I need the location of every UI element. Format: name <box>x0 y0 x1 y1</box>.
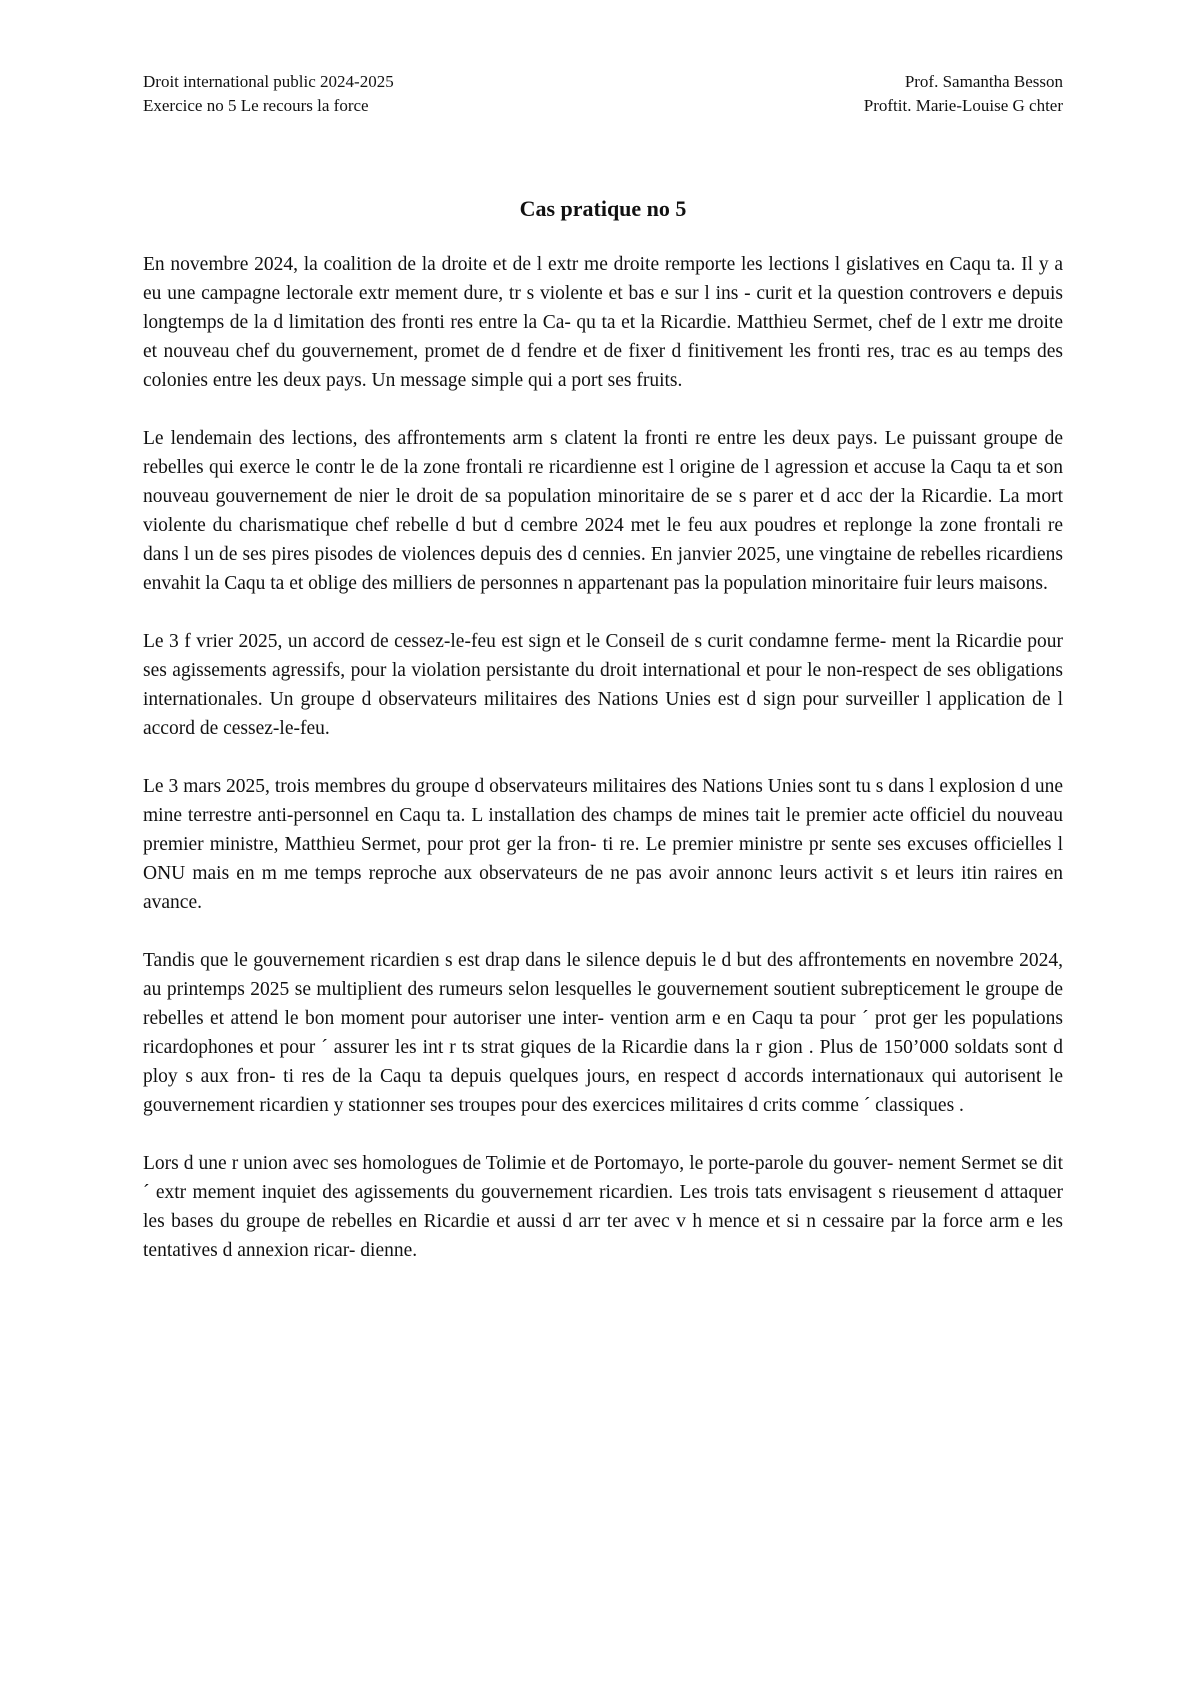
paragraph: Le 3 mars 2025, trois membres du groupe d observateurs militaires des Nations Unies sont tu s dans l explosion d une mine terrestre anti-personnel en Caqu ta. L installation des champs de mines tait le premier acte officiel du nouveau premier ministre, Matthieu Sermet, pour prot ger la fron- ti re. Le premier ministre pr sente ses excuses officielles l ONU mais en m me temps reproche aux observateurs de ne pas avoir annonc leurs activit s et leurs itin raires en avance. <box>143 776 1063 913</box>
assistant-name: Proftit. Marie-Louise G chter <box>863 96 1063 115</box>
instructor-info <box>864 70 1063 118</box>
paragraph: Lors d une r union avec ses homologues de Tolimie et de Portomayo, le porte-parole du gouver- nement Sermet se dit ´ extr mement inquiet des agissements du gouvernement ricardien. Les trois tats envisagent s rieusement d attaquer les bases du groupe de rebelles en Ricardie et aussi d arr ter avec v h mence et si n cessaire par la force arm e les tentatives d annexion ricar- dienne. <box>143 1153 1063 1261</box>
paragraph: Tandis que le gouvernement ricardien s est drap dans le silence depuis le d but des affrontements en novembre 2024, au printemps 2025 se multiplient des rumeurs selon lesquelles le gouvernement soutient subrepticement le groupe de rebelles et attend le bon moment pour autoriser une inter- vention arm e en Caqu ta pour ´ prot ger les populations ricardophones et pour ´ assurer les int r ts strat giques de la Ricardie dans la r gion . Plus de 150’000 soldats sont d ploy s aux fron- ti res de la Caqu ta depuis quelques jours, en respect d accords internationaux qui autorisent le gouvernement ricardien y stationner ses troupes pour des exercices militaires d crits comme ´ classiques . <box>143 950 1063 1116</box>
document-body <box>143 250 1063 1294</box>
exercise-title: Exercice no 5 Le recours la force <box>143 96 369 115</box>
paragraph: En novembre 2024, la coalition de la droite et de l extr me droite remporte les lections l gislatives en Caqu ta. Il y a eu une campagne lectorale extr mement dure, tr s violente et bas e sur l ins - curit et la question controvers e depuis longtemps de la d limitation des fronti res entre la Ca- qu ta et la Ricardie. Matthieu Sermet, chef de l extr me droite et nouveau chef du gouvernement, promet de d fendre et de fixer d finitivement les fronti res, trac es au temps des colonies entre les deux pays. Un message simple qui a port ses fruits. <box>143 254 1063 391</box>
course-info <box>143 70 394 118</box>
paragraph: Le 3 f vrier 2025, un accord de cessez-le-feu est sign et le Conseil de s curit condamne ferme- ment la Ricardie pour ses agissements agressifs, pour la violation persistante du droit international et pour le non-respect de ses obligations internationales. Un groupe d observateurs militaires des Nations Unies est d sign pour surveiller l application de l accord de cessez-le-feu. <box>143 631 1063 739</box>
paragraph: Le lendemain des lections, des affrontements arm s clatent la fronti re entre les deux pays. Le puissant groupe de rebelles qui exerce le contr le de la zone frontali re ricardienne est l origine de l agression et accuse la Caqu ta et son nouveau gouvernement de nier le droit de sa population minoritaire de se s parer et d acc der la Ricardie. La mort violente du charismatique chef rebelle d but d cembre 2024 met le feu aux poudres et replonge la zone frontali re dans l un de ses pires pisodes de violences depuis des d cennies. En janvier 2025, une vingtaine de rebelles ricardiens envahit la Caqu ta et oblige des milliers de personnes n appartenant pas la population minoritaire fuir leurs maisons. <box>143 428 1063 594</box>
document-title: Cas pratique no 5 <box>519 196 687 221</box>
course-title: Droit international public 2024-2025 <box>143 72 394 91</box>
professor-name: Prof. Samantha Besson <box>904 72 1063 91</box>
